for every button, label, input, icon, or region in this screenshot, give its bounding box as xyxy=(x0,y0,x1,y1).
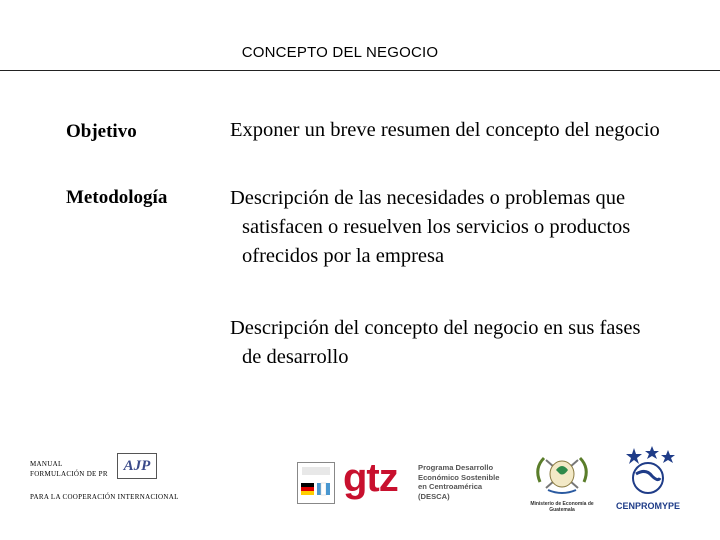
manual-formulation-label: FORMULACIÓN DE PR xyxy=(30,470,108,478)
coat-of-arms-icon xyxy=(526,452,598,496)
cenpromype-emblem-icon xyxy=(612,444,684,496)
objective-text: Exponer un breve resumen del concepto del negocio xyxy=(230,119,660,141)
concept-phases-text: Descripción del concepto del negocio en sus fases de desarrollo xyxy=(230,317,641,368)
desca-logo xyxy=(418,463,523,501)
ministerio-label: Ministerio de Economía de Guatemala xyxy=(530,501,594,513)
ministerio-economia-logo xyxy=(526,452,598,513)
ajp-badge: AJP xyxy=(117,453,157,479)
methodology-label: Metodología xyxy=(66,187,168,208)
cenpromype-logo xyxy=(612,444,684,510)
desca-line-1: Programa Desarrollo xyxy=(418,463,494,472)
desca-line-2: Económico Sostenible xyxy=(418,472,500,482)
cenpromype-label: CENPROMYPE xyxy=(615,501,680,511)
gtz-logo: gtz xyxy=(343,456,398,500)
title-divider xyxy=(0,70,720,71)
manual-cooperation-label: PARA LA COOPERACIÓN INTERNACIONAL xyxy=(30,493,179,501)
cooperation-flags-logo xyxy=(297,462,335,504)
desca-line-3: en Centroamérica xyxy=(418,482,483,491)
page-title: CONCEPTO DEL NEGOCIO xyxy=(241,44,439,61)
manual-label: MANUAL xyxy=(30,460,63,468)
methodology-text: Descripción de las necesidades o problemas que satisfacen o resuelven los servicios o productos ofrecidos por la empresa xyxy=(230,187,631,267)
flags-icon xyxy=(298,463,334,503)
desca-line-4: (DESCA) xyxy=(418,491,450,501)
objective-label: Objetivo xyxy=(66,121,137,142)
